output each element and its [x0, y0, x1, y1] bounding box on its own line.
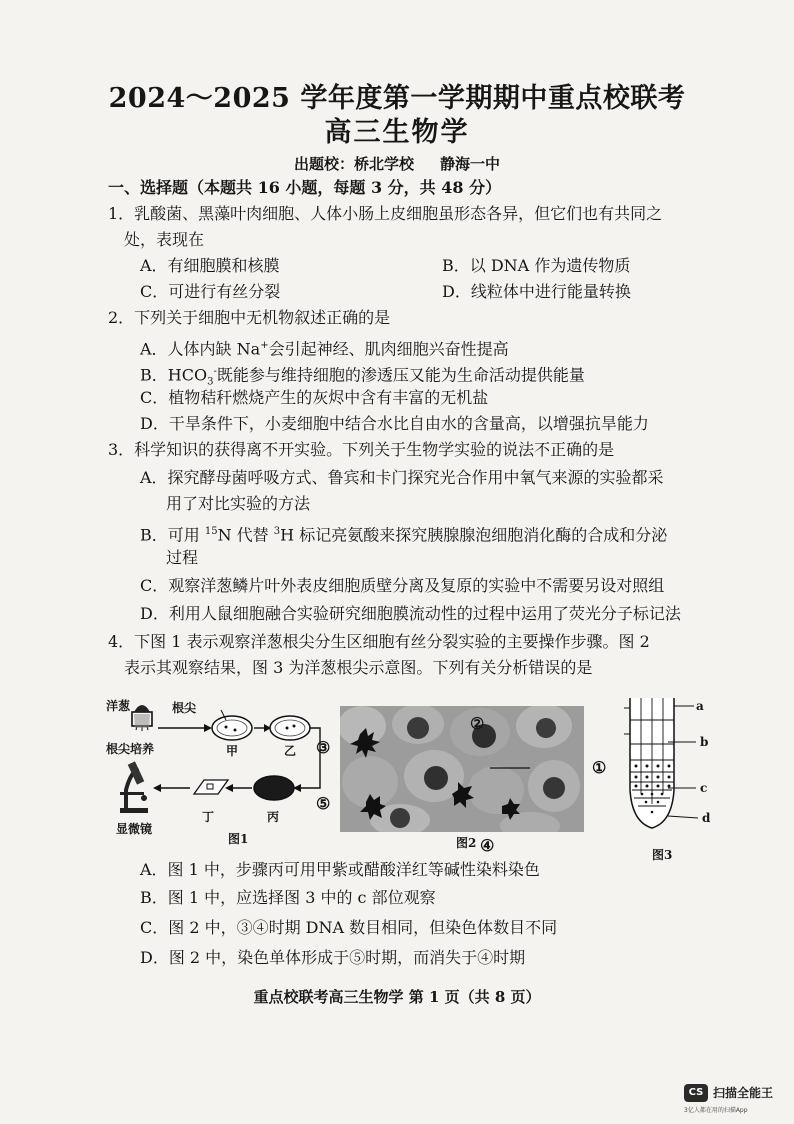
q4-stem-line1: 4．下图 1 表示观察洋葱根尖分生区细胞有丝分裂实验的主要操作步骤。图 2 [108, 632, 650, 651]
q2-b-sub: 3 [207, 376, 214, 388]
scanner-logo-icon: CS [684, 1084, 708, 1102]
microscope-icon [120, 761, 148, 813]
fig2-marker-2: ② [470, 714, 485, 733]
q4-option-c: C．图 2 中，③④时期 DNA 数目相同，但染色体数目不同 [140, 918, 558, 937]
scanner-tagline: 3亿人都在用的扫描App [684, 1107, 748, 1114]
q1-option-a: A．有细胞膜和核膜 [140, 256, 280, 275]
fig1-onion-label: 洋葱 [106, 699, 131, 713]
scanner-app-name: 扫描全能王 [713, 1086, 774, 1100]
fig2-marker-4: ④ [480, 836, 495, 855]
q3-option-a-line2: 用了对比实验的方法 [166, 494, 311, 513]
fig3-caption: 图3 [652, 848, 673, 862]
fig1-caption: 图1 [228, 832, 249, 846]
q3-b-sup2: 3 [273, 526, 281, 537]
dish-jia-icon [212, 716, 252, 740]
section-heading: 一、选择题（本题共 16 小题，每题 3 分，共 48 分） [108, 178, 502, 197]
scanner-watermark [684, 1082, 784, 1116]
school-label: 出题校：桥北学校 [293, 155, 414, 173]
exam-subject: 高三生物学 [324, 117, 470, 148]
fig1-culture-label: 根尖培养 [106, 742, 155, 756]
page-footer: 重点校联考高三生物学 第 1 页（共 8 页） [253, 988, 541, 1006]
q2-b-pre: B．HCO [140, 365, 208, 385]
dish-bing-icon [254, 776, 294, 800]
fig3-label-b: b [700, 735, 709, 749]
q4-option-d: D．图 2 中，染色单体形成于⑤时期，而消失于④时期 [140, 948, 526, 967]
q2-a-sup: + [260, 340, 269, 351]
q2-b-sup: - [213, 366, 217, 377]
q1-option-d: D．线粒体中进行能量转换 [442, 282, 631, 301]
q3-b-pre: B．可用 [140, 525, 205, 545]
fig2-marker-3: ③ [316, 738, 331, 757]
q3-stem: 3．科学知识的获得离不开实验。下列关于生物学实验的说法不正确的是 [108, 440, 615, 459]
fig1-step-bing: 丙 [267, 810, 280, 824]
fig3-label-c: c [700, 781, 708, 795]
q4-option-b: B．图 1 中，应选择图 3 中的 c 部位观察 [140, 888, 436, 907]
q4-stem-line2: 表示其观察结果，图 3 为洋葱根尖示意图。下列有关分析错误的是 [124, 658, 593, 677]
q3-option-a-line1: A．探究酵母菌呼吸方式、鲁宾和卡门探究光合作用中氧气来源的实验都采 [140, 468, 664, 487]
exam-title: 2024～2025 学年度第一学期期中重点校联考 [108, 83, 686, 114]
q2-option-a [140, 336, 509, 359]
fig2-marker-5: ⑤ [316, 794, 331, 813]
q3-b-mid: N 代替 [217, 525, 274, 545]
fig1-step-yi: 乙 [284, 744, 297, 758]
q2-stem: 2．下列关于细胞中无机物叙述正确的是 [108, 308, 391, 327]
q4-option-a: A．图 1 中，步骤丙可用甲紫或醋酸洋红等碱性染料染色 [140, 860, 540, 879]
fig1-step-ding: 丁 [202, 810, 215, 824]
school-2: 静海一中 [440, 155, 501, 173]
fig1-step-jia: 甲 [226, 744, 239, 758]
q2-a-pre: A．人体内缺 Na [140, 339, 261, 359]
dish-yi-icon [270, 716, 310, 740]
figure3-root-tip-diagram [620, 694, 710, 834]
q1-option-c: C．可进行有丝分裂 [140, 282, 281, 301]
q2-b-post: 既能参与维持细胞的渗透压又能为生命活动提供能量 [216, 365, 585, 385]
q2-a-post: 会引起神经、肌肉细胞兴奋性提高 [268, 339, 509, 359]
slide-ding-icon [194, 780, 228, 794]
fig3-label-a: a [696, 699, 704, 713]
q2-option-c: C．植物秸秆燃烧产生的灰烬中含有丰富的无机盐 [140, 388, 489, 407]
q3-option-c: C．观察洋葱鳞片叶外表皮细胞质壁分离及复原的实验中不需要另设对照组 [140, 576, 665, 595]
q3-b-post: H 标记亮氨酸来探究胰腺腺泡细胞消化酶的合成和分泌 [280, 525, 668, 545]
q3-option-b-line2: 过程 [166, 548, 199, 567]
q3-option-b-line1 [140, 522, 667, 545]
fig2-caption: 图2 [456, 836, 477, 850]
fig1-microscope-label: 显微镜 [116, 822, 153, 836]
q3-b-sup1: 15 [204, 526, 218, 537]
school-line [0, 153, 794, 174]
q1-stem-line2: 处，表现在 [124, 230, 205, 249]
q3-option-d: D．利用人鼠细胞融合实验研究细胞膜流动性的过程中运用了荧光分子标记法 [140, 604, 681, 623]
q1-stem-line1: 1．乳酸菌、黑藻叶肉细胞、人体小肠上皮细胞虽形态各异，但它们也有共同之 [108, 204, 663, 223]
figure2-micrograph [340, 706, 584, 832]
q2-option-d: D．干旱条件下，小麦细胞中结合水比自由水的含量高，以增强抗旱能力 [140, 414, 649, 433]
onion-beaker-icon [132, 705, 152, 731]
q1-option-b: B．以 DNA 作为遗传物质 [442, 256, 631, 275]
fig2-marker-1: ① [592, 758, 607, 777]
fig1-root-tip-label: 根尖 [172, 701, 197, 715]
fig3-label-d: d [702, 811, 711, 825]
